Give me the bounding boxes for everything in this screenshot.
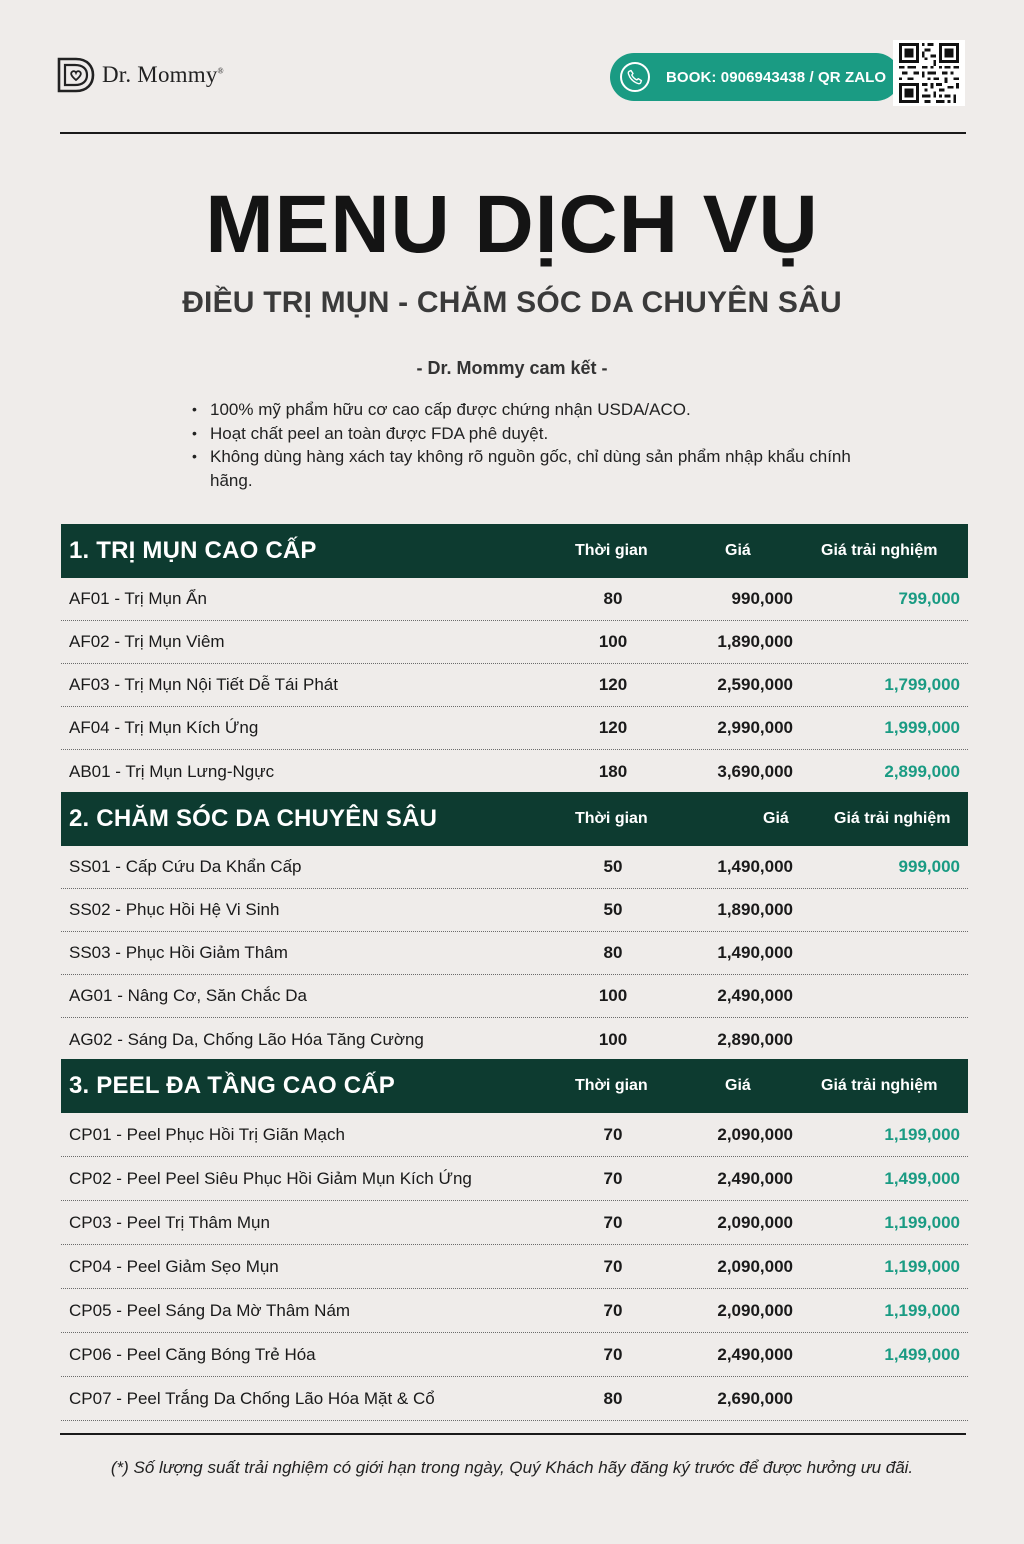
service-name: AF02 - Trị Mụn Viêm [69, 632, 225, 651]
table-row [61, 707, 968, 750]
dr-mommy-logo-icon [56, 56, 96, 94]
service-time: 100 [598, 986, 628, 1005]
service-name: CP01 - Peel Phục Hồi Trị Giãn Mạch [69, 1124, 345, 1144]
column-header-time: Thời gian [575, 542, 648, 559]
service-trial-price: 1,799,000 [884, 675, 960, 694]
service-time: 70 [603, 1124, 623, 1144]
table-row [61, 932, 968, 975]
logo-text: Dr. Mommy® [102, 62, 224, 87]
service-price: 2,490,000 [717, 986, 793, 1005]
table-row [61, 975, 968, 1018]
service-name: SS01 - Cấp Cứu Da Khẩn Cấp [69, 857, 302, 876]
table-row [61, 846, 968, 889]
service-time: 70 [603, 1256, 623, 1276]
service-time: 70 [603, 1212, 623, 1232]
table-row [61, 578, 968, 621]
table-row [61, 1157, 968, 1201]
phone-icon [620, 62, 650, 92]
service-price: 2,090,000 [717, 1212, 793, 1232]
bottom-divider [60, 1433, 966, 1435]
table-row [61, 1201, 968, 1245]
service-price: 2,990,000 [717, 718, 793, 737]
column-header-price: Giá [725, 542, 751, 559]
column-header-trial-price: Giá trải nghiệm [834, 810, 951, 827]
service-price: 2,890,000 [717, 1029, 793, 1049]
table-row [61, 621, 968, 664]
service-name: CP02 - Peel Peel Siêu Phục Hồi Giảm Mụn Kích Ứng [69, 1168, 472, 1188]
service-name: AG01 - Nâng Cơ, Săn Chắc Da [69, 986, 307, 1005]
section-skin-care [61, 792, 968, 1061]
table-row [61, 889, 968, 932]
service-price: 2,590,000 [717, 675, 793, 694]
service-name: SS02 - Phục Hồi Hệ Vi Sinh [69, 900, 280, 919]
service-name: CP06 - Peel Căng Bóng Trẻ Hóa [69, 1344, 316, 1364]
table-row [61, 1333, 968, 1377]
service-price: 2,490,000 [717, 1344, 793, 1364]
service-name: AG02 - Sáng Da, Chống Lão Hóa Tăng Cường [69, 1029, 424, 1049]
brand-logo[interactable] [56, 56, 224, 94]
book-text: BOOK: 0906943438 / QR ZALO [666, 68, 887, 86]
service-time: 50 [603, 857, 623, 876]
list-item: • Không dùng hàng xách tay không rõ nguồn gốc, chỉ dùng sản phẩm nhập khẩu chính hãng. [190, 445, 870, 492]
service-time: 100 [598, 632, 628, 651]
service-price: 1,490,000 [717, 943, 793, 962]
page-header [0, 0, 1024, 134]
service-name: AB01 - Trị Mụn Lưng-Ngực [69, 761, 275, 781]
column-header-trial-price: Giá trải nghiệm [821, 542, 938, 559]
service-price: 2,090,000 [717, 1124, 793, 1144]
service-name: CP07 - Peel Trắng Da Chống Lão Hóa Mặt & Cổ [69, 1388, 435, 1408]
page-title: MENU DỊCH VỤ [205, 179, 819, 270]
top-divider [60, 132, 966, 134]
service-price: 2,090,000 [717, 1300, 793, 1320]
service-time: 100 [598, 1029, 628, 1049]
service-trial-price: 1,199,000 [884, 1124, 960, 1144]
section-title: 3. PEEL ĐA TẦNG CAO CẤP [69, 1072, 395, 1099]
section-title: 2. CHĂM SÓC DA CHUYÊN SÂU [69, 805, 438, 832]
service-price: 1,890,000 [717, 632, 793, 651]
column-header-time: Thời gian [575, 810, 648, 827]
service-trial-price: 799,000 [898, 589, 960, 608]
section-header [61, 1059, 968, 1113]
page-subtitle: ĐIỀU TRỊ MỤN - CHĂM SÓC DA CHUYÊN SÂU [182, 286, 842, 319]
section-acne-treatment [61, 524, 968, 793]
service-name: CP03 - Peel Trị Thâm Mụn [69, 1212, 270, 1232]
list-item: • Hoạt chất peel an toàn được FDA phê duyệt. [190, 422, 870, 446]
commitment-heading: - Dr. Mommy cam kết - [416, 358, 608, 378]
service-price: 2,490,000 [717, 1168, 793, 1188]
column-header-price: Giá [763, 810, 789, 827]
service-price: 990,000 [731, 589, 793, 608]
service-trial-price: 1,499,000 [884, 1344, 960, 1364]
service-name: AF01 - Trị Mụn Ẩn [69, 589, 207, 608]
table-row [61, 664, 968, 707]
qr-code-icon[interactable] [893, 40, 965, 106]
table-row [61, 1018, 968, 1061]
service-name: CP04 - Peel Giảm Sẹo Mụn [69, 1256, 279, 1276]
service-price: 1,490,000 [717, 857, 793, 876]
service-time: 50 [603, 900, 623, 919]
service-trial-price: 999,000 [898, 857, 960, 876]
service-time: 70 [603, 1168, 623, 1188]
service-time: 70 [603, 1344, 623, 1364]
list-item: • 100% mỹ phẩm hữu cơ cao cấp được chứng nhận USDA/ACO. [190, 398, 870, 422]
service-name: AF04 - Trị Mụn Kích Ứng [69, 718, 259, 737]
service-price: 3,690,000 [717, 761, 793, 781]
book-button[interactable] [610, 53, 900, 101]
section-header [61, 524, 968, 578]
service-name: SS03 - Phục Hồi Giảm Thâm [69, 943, 288, 962]
column-header-time: Thời gian [575, 1077, 648, 1094]
service-trial-price: 1,199,000 [884, 1256, 960, 1276]
service-trial-price: 1,999,000 [884, 718, 960, 737]
service-price: 1,890,000 [717, 900, 793, 919]
service-trial-price: 1,499,000 [884, 1168, 960, 1188]
service-trial-price: 2,899,000 [884, 761, 960, 781]
service-price: 2,090,000 [717, 1256, 793, 1276]
table-row [61, 1377, 968, 1421]
footnote: (*) Số lượng suất trải nghiệm có giới hạn trong ngày, Quý Khách hãy đăng ký trước để được hưởng ưu đãi. [110, 1458, 914, 1477]
table-row [61, 1289, 968, 1333]
section-peel [61, 1059, 968, 1421]
column-header-trial-price: Giá trải nghiệm [821, 1077, 938, 1094]
service-time: 180 [598, 761, 628, 781]
service-time: 80 [603, 589, 623, 608]
table-row [61, 1113, 968, 1157]
service-trial-price: 1,199,000 [884, 1212, 960, 1232]
column-header-price: Giá [725, 1077, 751, 1094]
service-name: AF03 - Trị Mụn Nội Tiết Dễ Tái Phát [69, 675, 338, 694]
table-row [61, 750, 968, 793]
service-time: 120 [598, 675, 628, 694]
service-time: 120 [598, 718, 628, 737]
section-header [61, 792, 968, 846]
section-title: 1. TRỊ MỤN CAO CẤP [69, 537, 317, 564]
service-trial-price: 1,199,000 [884, 1300, 960, 1320]
commitment-list [190, 398, 870, 492]
table-row [61, 1245, 968, 1289]
service-time: 80 [603, 1388, 623, 1408]
service-time: 80 [603, 943, 623, 962]
service-price: 2,690,000 [717, 1388, 793, 1408]
service-name: CP05 - Peel Sáng Da Mờ Thâm Nám [69, 1300, 351, 1320]
service-time: 70 [603, 1300, 623, 1320]
